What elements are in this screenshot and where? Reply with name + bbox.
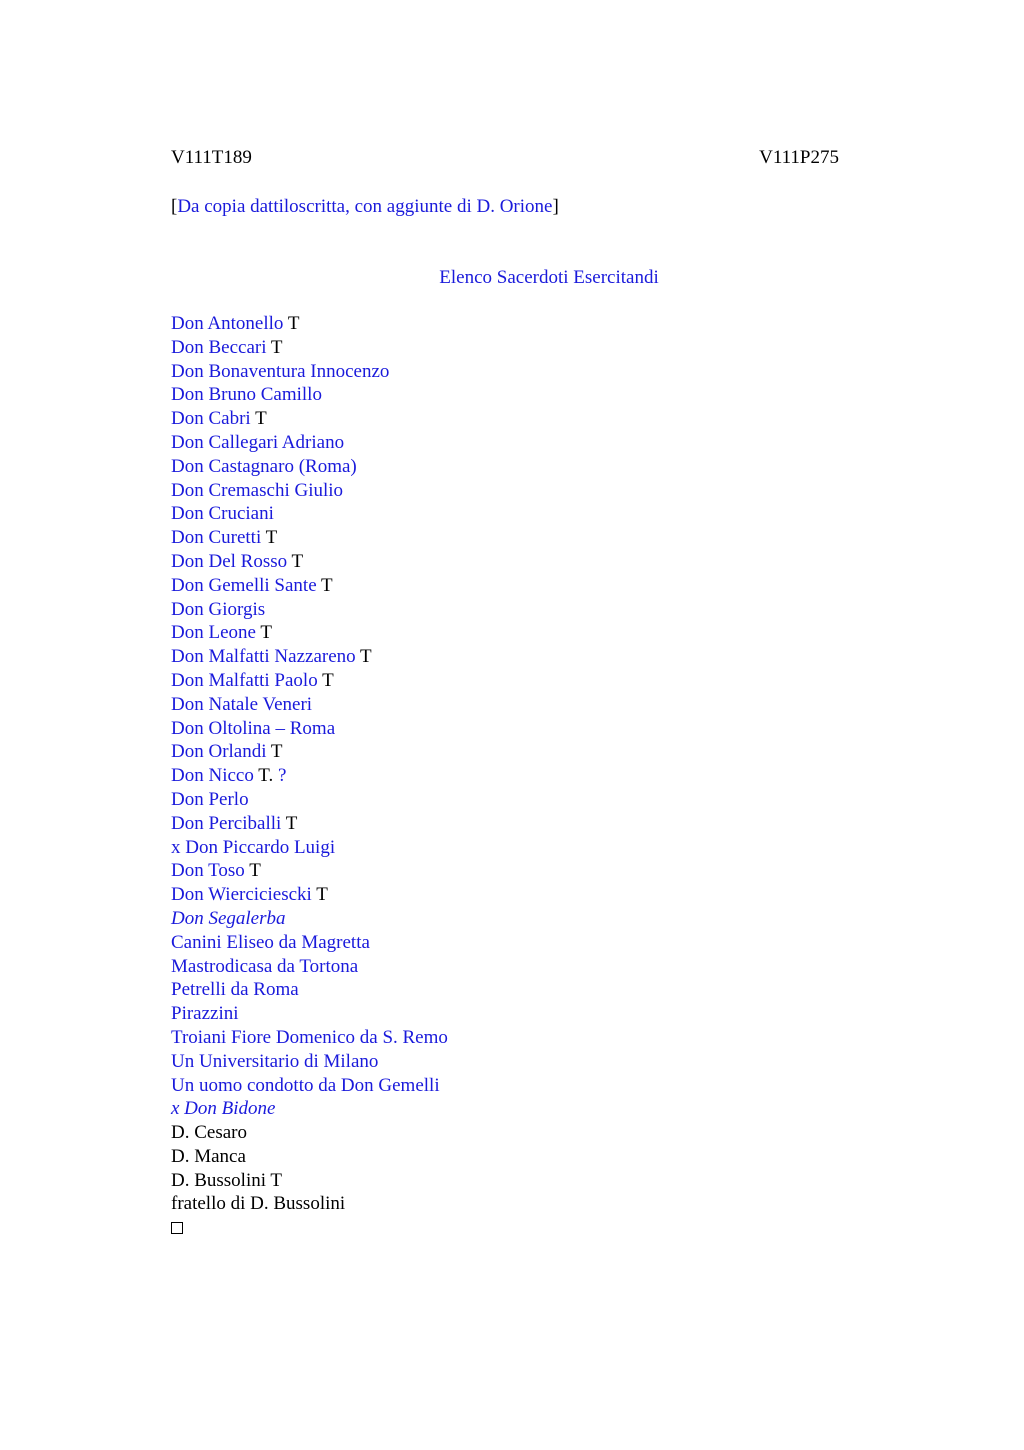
list-item-mark: T	[287, 550, 304, 572]
list-item	[171, 598, 448, 622]
list-item	[171, 479, 448, 503]
source-open-bracket: [	[171, 196, 178, 217]
list-item-name: Don Cruciani	[171, 503, 274, 525]
list-item	[171, 1145, 448, 1169]
list-item-name: fratello di D. Bussolini	[171, 1193, 346, 1215]
list-item	[171, 502, 448, 526]
list-item-name: x Don Piccardo Luigi	[171, 836, 336, 858]
list-item-name: Don Malfatti Paolo	[171, 669, 318, 691]
list-item-mark: T	[355, 646, 372, 668]
list-item	[171, 312, 448, 336]
list-item-mark: T	[316, 574, 333, 596]
list-item-name: D. Cesaro	[171, 1122, 247, 1144]
box-icon	[171, 1222, 183, 1234]
document-code-left: V111T189	[171, 147, 252, 168]
list-item-name: Don Bruno Camillo	[171, 384, 322, 406]
source-close-bracket: ]	[552, 196, 559, 217]
list-item	[171, 1050, 448, 1074]
source-note	[171, 195, 559, 219]
list-item	[171, 740, 448, 764]
list-item-mark: T	[281, 812, 298, 834]
list-item-name: Don Perciballi	[171, 812, 282, 834]
list-item	[171, 431, 448, 455]
list-item-name: D. Manca	[171, 1145, 246, 1167]
list-item-mark: T	[283, 313, 300, 334]
list-item	[171, 550, 448, 574]
list-item-mark: T	[266, 336, 283, 358]
list-item-name: Don Gemelli Sante	[171, 574, 317, 596]
list-item	[171, 383, 448, 407]
list-item-name: Don Toso	[171, 860, 245, 882]
list-item-name: Don Castagnaro (Roma)	[171, 455, 357, 477]
list-item	[171, 693, 448, 717]
list-item	[171, 1169, 448, 1193]
list-item	[171, 812, 448, 836]
list-item-mark: T	[261, 527, 278, 549]
list-item-name: Don Nicco	[171, 765, 254, 787]
list-item-name: x Don Bidone	[171, 1098, 276, 1120]
list-item	[171, 526, 448, 550]
list-item	[171, 645, 448, 669]
list-item-name: Don Oltolina – Roma	[171, 717, 336, 739]
list-item-name: Don Perlo	[171, 788, 249, 810]
list-item-name: Don Malfatti Nazzareno	[171, 646, 356, 668]
list-item	[171, 955, 448, 979]
list-item	[171, 1026, 448, 1050]
list-item-name: Don Del Rosso	[171, 550, 288, 572]
list-item	[171, 883, 448, 907]
list-item	[171, 931, 448, 955]
list-item	[171, 1097, 448, 1121]
list-item-name: Don Antonello	[171, 313, 284, 334]
list-item-name: Un Universitario di Milano	[171, 1050, 379, 1072]
list-item	[171, 764, 448, 788]
list-item-name: Don Wierciciescki	[171, 884, 312, 906]
list-item-name: D. Bussolini T	[171, 1169, 283, 1191]
list-item	[171, 836, 448, 860]
list-item-name: Un uomo condotto da Don Gemelli	[171, 1074, 440, 1096]
list-item-mark: T	[317, 669, 334, 691]
list-item	[171, 1074, 448, 1098]
list-item-name: Don Cabri	[171, 408, 251, 430]
list-item	[171, 360, 448, 384]
list-item-name: Don Callegari Adriano	[171, 431, 345, 453]
list-item-name: Don Giorgis	[171, 598, 266, 620]
list-item	[171, 1002, 448, 1026]
list-item	[171, 336, 448, 360]
list-item-mark: T	[311, 884, 328, 906]
list-item-name: Don Orlandi	[171, 741, 267, 763]
list-item-mark: T	[250, 408, 267, 430]
list-item	[171, 978, 448, 1002]
list-end-mark	[171, 1216, 448, 1240]
list-item-mark: T	[244, 860, 261, 882]
list-item-name: Don Bonaventura Innocenzo	[171, 360, 390, 382]
list-item-name: Don Curetti	[171, 527, 262, 549]
list-item-name: Mastrodicasa da Tortona	[171, 955, 359, 977]
list-item	[171, 621, 448, 645]
list-item	[171, 1192, 448, 1216]
list-item	[171, 455, 448, 479]
list-item-mark: T.	[253, 765, 274, 787]
list-item	[171, 788, 448, 812]
list-item-name: Don Leone	[171, 622, 256, 644]
document-code-right: V111P275	[759, 147, 839, 168]
list-item-name: Petrelli da Roma	[171, 979, 299, 1001]
participant-list	[171, 312, 448, 1240]
page-title: Elenco Sacerdoti Esercitandi	[439, 267, 659, 288]
source-text: Da copia dattiloscritta, con aggiunte di D. Orione	[177, 196, 553, 217]
list-item-name: Don Cremaschi Giulio	[171, 479, 344, 501]
list-item	[171, 407, 448, 431]
list-item-name: Pirazzini	[171, 1003, 239, 1025]
list-item-name: Troiani Fiore Domenico da S. Remo	[171, 1026, 448, 1048]
list-item-tail: ?	[273, 765, 287, 787]
list-item	[171, 669, 448, 693]
list-item	[171, 907, 448, 931]
list-item	[171, 717, 448, 741]
list-item	[171, 574, 448, 598]
list-item	[171, 1121, 448, 1145]
list-item-name: Don Natale Veneri	[171, 693, 313, 715]
list-item-name: Don Beccari	[171, 336, 267, 358]
list-item	[171, 859, 448, 883]
list-item-name: Canini Eliseo da Magretta	[171, 931, 370, 953]
list-item-mark: T	[266, 741, 283, 763]
list-item-mark: T	[255, 622, 272, 644]
list-item-name: Don Segalerba	[171, 907, 286, 929]
